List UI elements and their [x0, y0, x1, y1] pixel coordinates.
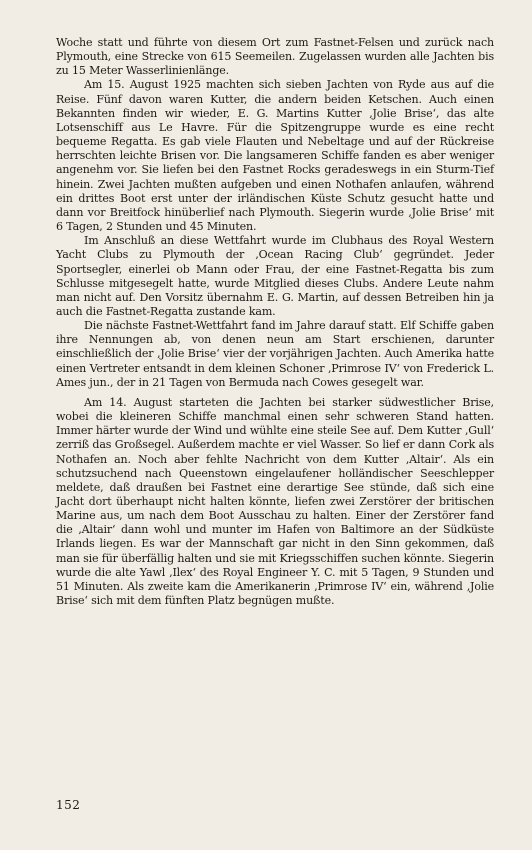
- paragraph-3: Im Anschluß an diese Wettfahrt wurde im Clubhaus des Royal Western Yacht Clubs zu Plymouth der ‚Ocean Racing Club‘ gegründet. Jeder Sportsegler, einerlei ob Mann oder Frau, der eine Fastnet-Regatta bis zum Schlusse mitgesegelt hatte, wurde Mitglied dieses Clubs. Andere Leute nahm man nicht auf. Den Vorsitz übernahm E. G. Martin, auf dessen Betreiben hin ja auch die Fastnet-Regatta zustande kam.: [56, 234, 494, 318]
- page-number: 152: [56, 798, 81, 812]
- body-text: [56, 36, 494, 608]
- paragraph-5: Am 14. August starteten die Jachten bei starker südwestlicher Brise, wobei die kleineren Schiffe manchmal einen sehr schweren Stand hatten. Immer härter wurde der Wind und wühlte eine steile See auf. Dem Kutter ‚Gull‘ zerriß das Großsegel. Außerdem machte er viel Wasser. So lief er dann Cork als Nothafen an. Noch aber fehlte Nachricht von dem Kutter ‚Altair‘. Als ein schutzsuchend nach Queenstown eingelaufener holländischer Seeschlepper meldete, daß draußen bei Fastnet eine derartige See stünde, daß sich eine Jacht dort überhaupt nicht halten könnte, liefen zwei Zerstörer der britischen Marine aus, um nach dem Boot Ausschau zu halten. Einer der Zerstörer fand die ‚Altair‘ dann wohl und munter im Hafen von Baltimore an der Südküste Irlands liegen. Es war der Mannschaft gar nicht in den Sinn gekommen, daß man sie für überfällig halten und sie mit Kriegsschiffen suchen könnte. Siegerin wurde die alte Yawl ‚Ilex‘ des Royal Engineer Y. C. mit 5 Tagen, 9 Stunden und 51 Minuten. Als zweite kam die Amerikanerin ‚Primrose IV‘ ein, während ‚Jolie Brise‘ sich mit dem fünften Platz begnügen mußte.: [56, 395, 494, 608]
- paragraph-2: Am 15. August 1925 machten sich sieben Jachten von Ryde aus auf die Reise. Fünf davon waren Kutter, die andern beiden Ketschen. Auch einen Bekannten finden wir wieder, E. G. Martins Kutter ‚Jolie Brise‘, das alte Lotsenschiff aus Le Havre. Für die Spitzengruppe wurde es eine recht bequeme Regatta. Es gab viele Flauten und Nebeltage und auf der Rückreise herrschten leichte Brisen vor. Die langsameren Schiffe fanden es aber weniger angenehm vor. Sie liefen bei den Fastnet Rocks geradeswegs in ein Sturm-Tief hinein. Zwei Jachten mußten aufgeben und einen Nothafen anlaufen, während ein drittes Boot erst unter der irländischen Küste Schutz gesucht hatte und dann vor Breitfock hinüberlief nach Plymouth. Siegerin wurde ‚Jolie Brise‘ mit 6 Tagen, 2 Stunden und 45 Minuten.: [56, 78, 494, 234]
- paragraph-1: Woche statt und führte von diesem Ort zum Fastnet-Felsen und zurück nach Plymouth, eine Strecke von 615 Seemeilen. Zugelassen wurden alle Jachten bis zu 15 Meter Wasserlinienlänge.: [56, 36, 494, 78]
- paragraph-4: Die nächste Fastnet-Wettfahrt fand im Jahre darauf statt. Elf Schiffe gaben ihre Nennungen ab, von denen neun am Start erschienen, darunter einschließlich der ‚Jolie Brise‘ vier der vorjährigen Jachten. Auch Amerika hatte einen Vertreter entsandt in dem kleinen Schoner ‚Primrose IV‘ von Frederick L. Ames jun., der in 21 Tagen von Bermuda nach Cowes gesegelt war.: [56, 319, 494, 389]
